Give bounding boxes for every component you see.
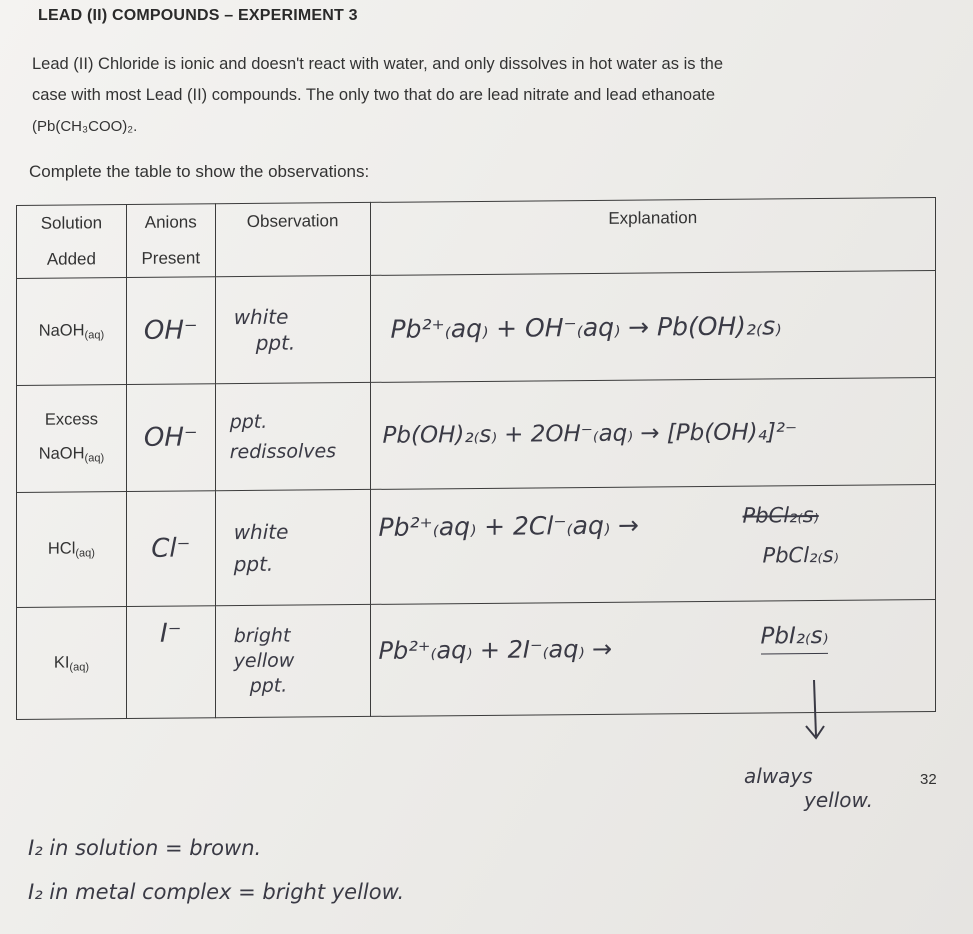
- explanation-wrap: [371, 601, 935, 714]
- solution-cell: [17, 492, 127, 608]
- intro-line: case with most Lead (II) compounds. The only two that do are lead nitrate and lead ethanoate: [32, 86, 716, 104]
- margin-note-line: always: [744, 764, 813, 788]
- solution-state: (aq): [75, 547, 95, 560]
- solution-name: NaOH: [38, 321, 85, 340]
- header-solution: Solution: [40, 213, 103, 233]
- observation-line: ppt.: [233, 551, 274, 577]
- footer-note: I₂ in solution = brown.: [28, 836, 262, 860]
- observation-cell: [215, 275, 370, 383]
- observation-line: bright: [233, 624, 291, 648]
- observation-text: [216, 623, 370, 699]
- explanation-equation: Pb²⁺₍aq₎ + 2I⁻₍aq₎ →: [378, 634, 613, 665]
- table-prompt: Complete the table to show the observations:: [29, 162, 370, 181]
- anion-cell: [126, 384, 215, 492]
- header-explanation: Explanation: [370, 197, 935, 275]
- header-observation: Observation: [215, 202, 370, 276]
- observation-line: redissolves: [229, 440, 337, 464]
- explanation-cell: [370, 599, 935, 716]
- observation-line: ppt.: [255, 330, 296, 355]
- table-row: [17, 270, 936, 385]
- table-header-row: [17, 197, 936, 278]
- observation-line: yellow: [233, 649, 295, 673]
- explanation-equation: Pb(OH)₂₍s₎ + 2OH⁻₍aq₎ → [Pb(OH)₄]²⁻: [382, 419, 798, 449]
- intro-paragraph: [32, 49, 932, 142]
- explanation-equation: Pb²⁺₍aq₎ + 2Cl⁻₍aq₎ →: [378, 510, 639, 542]
- header-anions: Anions: [144, 212, 197, 232]
- explanation-wrap: [371, 486, 935, 603]
- solution-state: (aq): [84, 329, 105, 342]
- solution-cell: [17, 278, 127, 386]
- margin-note-line: yellow.: [804, 788, 873, 812]
- page-number: 32: [920, 771, 937, 788]
- corrected-product: PbCl₂₍s₎: [762, 542, 839, 568]
- observation-cell: [215, 489, 370, 605]
- solution-formula: [17, 436, 126, 476]
- down-arrow-icon: [800, 676, 830, 746]
- solution-cell: [17, 607, 127, 720]
- solution-name: HCl: [47, 539, 76, 558]
- solution-name: KI: [53, 653, 70, 672]
- observation-cell: [215, 382, 370, 490]
- observation-text: [216, 303, 370, 356]
- anion-value: I⁻: [160, 618, 182, 649]
- anion-value: OH⁻: [143, 422, 198, 453]
- solution-name: NaOH: [38, 443, 85, 463]
- header-solution-added: [17, 205, 127, 279]
- anion-value: OH⁻: [143, 315, 198, 346]
- observation-text: [216, 515, 370, 580]
- product-underlined: PbI₂₍s₎: [761, 622, 829, 654]
- anion-cell: [126, 277, 215, 385]
- explanation-cell: [370, 270, 935, 382]
- observation-text: [216, 406, 370, 467]
- anion-cell: [126, 606, 215, 719]
- intro-line: Lead (II) Chloride is ionic and doesn't react with water, and only dissolves in hot water as is the: [32, 55, 724, 73]
- table-row: [17, 599, 936, 719]
- page-heading: LEAD (II) COMPOUNDS – EXPERIMENT 3: [38, 7, 358, 24]
- crossed-out-product: PbCl₂₍s₎: [742, 502, 819, 528]
- observation-line: ppt.: [249, 674, 288, 697]
- solution-prefix: Excess: [44, 409, 98, 429]
- solution-state: (aq): [69, 660, 89, 674]
- anion-cell: [126, 491, 215, 607]
- anion-value: Cl⁻: [151, 533, 191, 564]
- explanation-equation: Pb²⁺₍aq₎ + OH⁻₍aq₎ → Pb(OH)₂₍s₎: [390, 310, 782, 344]
- observation-table: [16, 197, 936, 720]
- explanation-cell: [370, 377, 935, 489]
- header-present: Present: [141, 248, 201, 268]
- solution-state: (aq): [84, 451, 105, 464]
- header-added: Added: [46, 249, 96, 269]
- margin-note: [744, 764, 873, 812]
- intro-line: (Pb(CH₃COO)₂.: [32, 118, 138, 135]
- solution-cell: [17, 385, 127, 493]
- explanation-cell: [370, 484, 935, 604]
- header-anions-present: [126, 204, 215, 278]
- table-row: [17, 484, 936, 607]
- observation-cell: [215, 604, 370, 717]
- table-row: [17, 377, 936, 492]
- footer-note: I₂ in metal complex = bright yellow.: [28, 880, 405, 904]
- observation-line: white: [233, 304, 289, 330]
- observation-line: white: [233, 519, 289, 545]
- observation-line: ppt.: [229, 410, 268, 434]
